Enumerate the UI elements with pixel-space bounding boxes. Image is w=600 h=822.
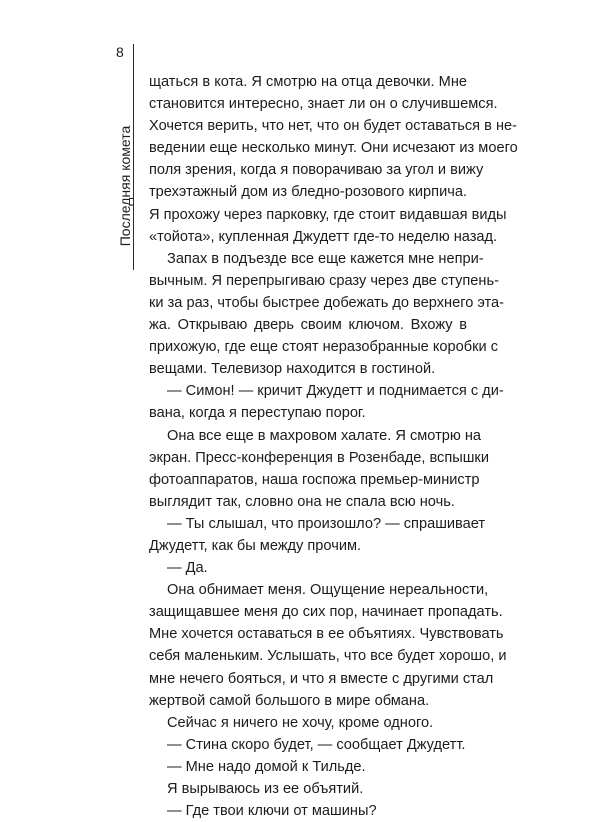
text-line: Джудетт, как бы между прочим. bbox=[149, 537, 362, 554]
text-line: Я вырываюсь из ее объятий. bbox=[167, 781, 364, 797]
text-line: ведении еще несколько минут. Они исчезают из моего bbox=[149, 140, 518, 157]
text-line: становится интересно, знает ли он о случившемся. bbox=[149, 96, 498, 113]
text-line: мне нечего бояться, и что я вместе с другими стал bbox=[149, 670, 494, 687]
text-line: жертвой самой большого в мире обмана. bbox=[149, 692, 430, 709]
text-line: — Стина скоро будет, — сообщает Джудетт. bbox=[167, 736, 466, 753]
text-line: — Ты слышал, что произошло? — спрашивает bbox=[167, 515, 486, 532]
text-line: поля зрения, когда я поворачиваю за угол и вижу bbox=[149, 162, 484, 179]
page-number: 8 bbox=[116, 44, 124, 60]
text-line: — Симон! — кричит Джудетт и поднимается с ди- bbox=[167, 383, 504, 400]
side-rule bbox=[133, 44, 134, 270]
text-line: — Да. bbox=[167, 560, 208, 577]
text-line: — Где твои ключи от машины? bbox=[167, 803, 377, 820]
text-line: себя маленьким. Услышать, что все будет хорошо, и bbox=[149, 648, 507, 665]
text-line: Мне хочется оставаться в ее объятиях. Чувствовать bbox=[149, 626, 504, 643]
text-line: жа. Открываю дверь своим ключом. Вхожу в bbox=[149, 317, 467, 334]
text-line: трехэтажный дом из бледно-розового кирпича. bbox=[149, 184, 467, 201]
text-line: Я прохожу через парковку, где стоит видавшая виды bbox=[149, 206, 507, 223]
text-line: прихожую, где еще стоят неразобранные коробки с bbox=[149, 339, 498, 356]
text-line: экран. Пресс-конференция в Розенбаде, вспышки bbox=[149, 449, 489, 466]
text-line: вещами. Телевизор находится в гостиной. bbox=[149, 361, 436, 378]
text-line: Сейчас я ничего не хочу, кроме одного. bbox=[167, 714, 434, 731]
text-line: защищавшее меня до сих пор, начинает пропадать. bbox=[149, 604, 503, 621]
text-line: ки за раз, чтобы быстрее добежать до верхнего эта- bbox=[149, 294, 504, 311]
text-line: Она обнимает меня. Ощущение нереальности, bbox=[167, 582, 489, 599]
body-text bbox=[149, 71, 518, 822]
text-line: — Мне надо домой к Тильде. bbox=[167, 758, 366, 775]
text-line: вычным. Я перепрыгиваю сразу через две ступень- bbox=[149, 272, 499, 289]
text-line: щаться в кота. Я смотрю на отца девочки. Мне bbox=[149, 74, 467, 90]
text-line: Хочется верить, что нет, что он будет оставаться в не- bbox=[149, 118, 517, 135]
text-line: «тойота», купленная Джудетт где-то неделю назад. bbox=[149, 228, 498, 245]
text-line: фотоаппаратов, наша госпожа премьер-министр bbox=[149, 471, 480, 488]
text-line: вана, когда я переступаю порог. bbox=[149, 405, 366, 422]
text-line: Запах в подъезде все еще кажется мне непри- bbox=[167, 250, 484, 267]
text-line: Она все еще в махровом халате. Я смотрю на bbox=[167, 427, 482, 444]
text-line: выглядит так, словно она не спала всю ночь. bbox=[149, 493, 455, 510]
running-title: Последняя комета bbox=[117, 125, 133, 247]
